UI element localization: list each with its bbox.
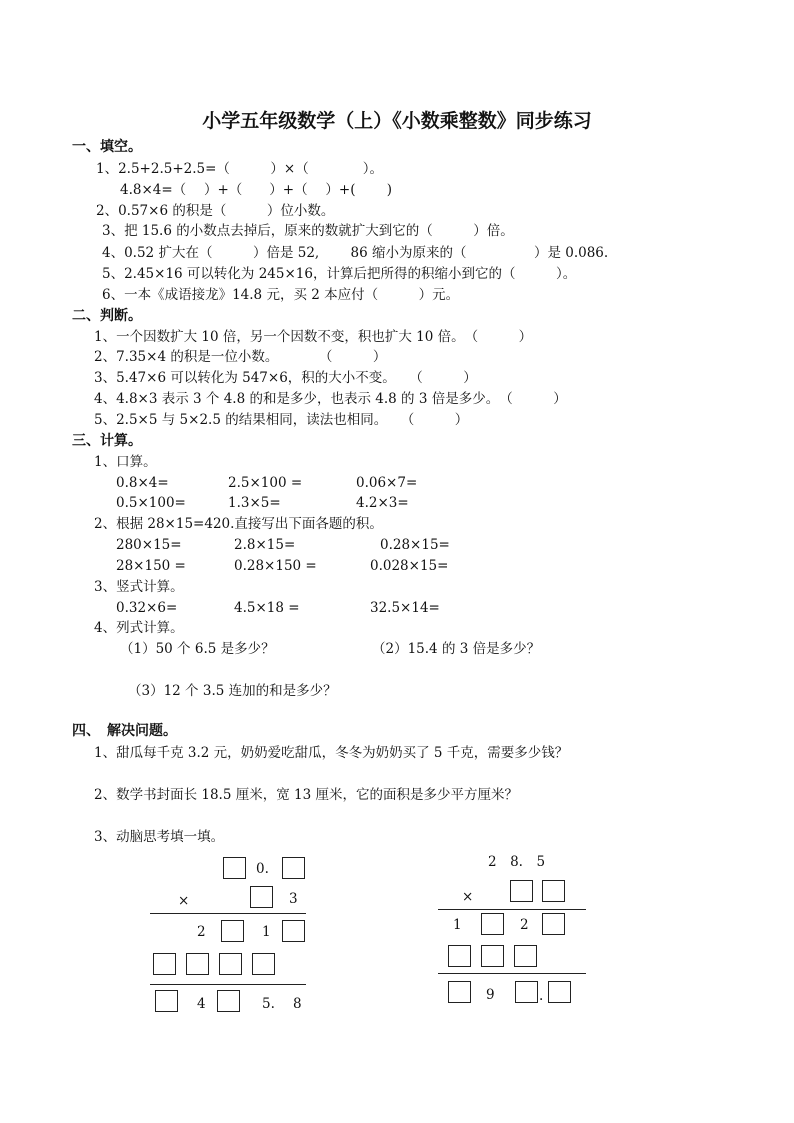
multiplicand: 2 8. 5 <box>488 854 546 870</box>
judge-q2: 2、7.35×4 的积是一位小数。 （ ） <box>94 349 387 365</box>
calc-item: 0.06×7= <box>356 475 418 491</box>
digit-box[interactable] <box>514 945 537 967</box>
divider-line <box>438 973 586 974</box>
section-4-heading: 四、 解决问题。 <box>72 723 177 739</box>
fill-q1a: 1、2.5+2.5+2.5=（ ）×（ ）。 <box>96 161 383 177</box>
calc-part-2: 2、根据 28×15=420.直接写出下面各题的积。 <box>94 516 383 532</box>
calc-item: 0.28×15= <box>380 537 450 553</box>
calc-item: 2.5×100 = <box>228 475 303 491</box>
digit-box[interactable] <box>223 857 246 879</box>
digit-box[interactable] <box>481 913 504 935</box>
digit-box[interactable] <box>282 857 305 879</box>
fill-q1b: 4.8×4=（ ）+（ ）+（ ）+( ) <box>120 182 393 198</box>
problem-q2: 2、数学书封面长 18.5 厘米，宽 13 厘米，它的面积是多少平方厘米？ <box>94 787 518 803</box>
digit-box[interactable] <box>250 886 273 908</box>
section-3-heading: 三、计算。 <box>72 433 142 449</box>
calc-item: 0.28×150 = <box>234 558 317 574</box>
digit-box[interactable] <box>252 953 275 975</box>
digit-box[interactable] <box>481 945 504 967</box>
calc-item: 0.8×4= <box>116 475 169 491</box>
digit-label: 2 <box>197 924 206 940</box>
calc-item: 280×15= <box>116 537 182 553</box>
divider-line <box>150 984 306 985</box>
problem-q3: 3、动脑思考填一填。 <box>94 829 225 845</box>
digit-label: 1 <box>453 917 462 933</box>
digit-box[interactable] <box>282 920 305 942</box>
divider-line <box>438 909 586 910</box>
digit-label: 5. <box>262 996 275 1012</box>
digit-box[interactable] <box>448 945 471 967</box>
fill-q4: 4、0.52 扩大在（ ）倍是 52, 86 缩小为原来的（ ）是 0.086. <box>102 245 609 261</box>
digit-box[interactable] <box>155 990 178 1012</box>
calc-item: 4.5×18 = <box>234 600 300 616</box>
fill-q6: 6、一本《成语接龙》14.8 元，买 2 本应付（ ）元。 <box>102 287 460 303</box>
digit-box[interactable] <box>548 981 571 1003</box>
calc-item: 2.8×15= <box>234 537 296 553</box>
digit-box[interactable] <box>515 981 538 1003</box>
calc-item: 0.028×15= <box>370 558 449 574</box>
digit-label: 1 <box>262 924 271 940</box>
digit-box[interactable] <box>217 990 240 1012</box>
fill-q2: 2、0.57×6 的积是（ ）位小数。 <box>96 203 335 219</box>
fill-q5: 5、2.45×16 可以转化为 245×16，计算后把所得的积缩小到它的（ ）。 <box>102 266 577 282</box>
calc-part-4: 4、列式计算。 <box>94 620 184 636</box>
digit-label: 3 <box>289 891 298 907</box>
digit-label: 9 <box>486 987 495 1003</box>
calc-part-3: 3、竖式计算。 <box>94 579 184 595</box>
section-2-heading: 二、判断。 <box>72 308 142 324</box>
digit-box[interactable] <box>186 953 209 975</box>
digit-box[interactable] <box>542 880 565 902</box>
digit-box[interactable] <box>510 880 533 902</box>
digit-box[interactable] <box>448 981 471 1003</box>
word-problem-3: （3）12 个 3.5 连加的和是多少？ <box>128 683 337 699</box>
digit-label: 2 <box>520 917 529 933</box>
calc-item: 1.3×5= <box>228 495 281 511</box>
judge-q3: 3、5.47×6 可以转化为 547×6，积的大小不变。 （ ） <box>94 370 477 386</box>
digit-box[interactable] <box>221 920 244 942</box>
digit-label: 8 <box>293 996 302 1012</box>
word-problem-2: （2）15.4 的 3 倍是多少？ <box>372 641 541 657</box>
problem-q1: 1、甜瓜每千克 3.2 元，奶奶爱吃甜瓜，冬冬为奶奶买了 5 千克，需要多少钱？ <box>94 745 569 761</box>
calc-item: 32.5×14= <box>370 600 440 616</box>
digit-box[interactable] <box>153 953 176 975</box>
judge-q1: 1、一个因数扩大 10 倍，另一个因数不变，积也扩大 10 倍。 （ ） <box>94 329 533 345</box>
word-problem-1: （1）50 个 6.5 是多少？ <box>120 641 275 657</box>
section-1-heading: 一、填空。 <box>72 139 142 155</box>
calc-item: 28×150 = <box>116 558 186 574</box>
calc-item: 0.5×100= <box>116 495 186 511</box>
judge-q4: 4、4.8×3 表示 3 个 4.8 的和是多少，也表示 4.8 的 3 倍是多少。 （ ） <box>94 391 567 407</box>
digit-box[interactable] <box>542 913 565 935</box>
multiply-sign: × <box>462 889 474 905</box>
page-title: 小学五年级数学（上）《小数乘整数》同步练习 <box>202 110 592 132</box>
digit-box[interactable] <box>219 953 242 975</box>
decimal-point: . <box>539 988 544 1004</box>
calc-part-1: 1、口算。 <box>94 454 157 470</box>
judge-q5: 5、2.5×5 与 5×2.5 的结果相同，读法也相同。 （ ） <box>94 412 469 428</box>
calc-item: 0.32×6= <box>116 600 178 616</box>
divider-line <box>150 913 306 914</box>
digit-label: 0. <box>256 861 269 877</box>
digit-label: 4 <box>197 996 206 1012</box>
fill-q3: 3、把 15.6 的小数点去掉后，原来的数就扩大到它的（ ）倍。 <box>102 223 514 239</box>
multiply-sign: × <box>178 893 190 909</box>
calc-item: 4.2×3= <box>356 495 409 511</box>
